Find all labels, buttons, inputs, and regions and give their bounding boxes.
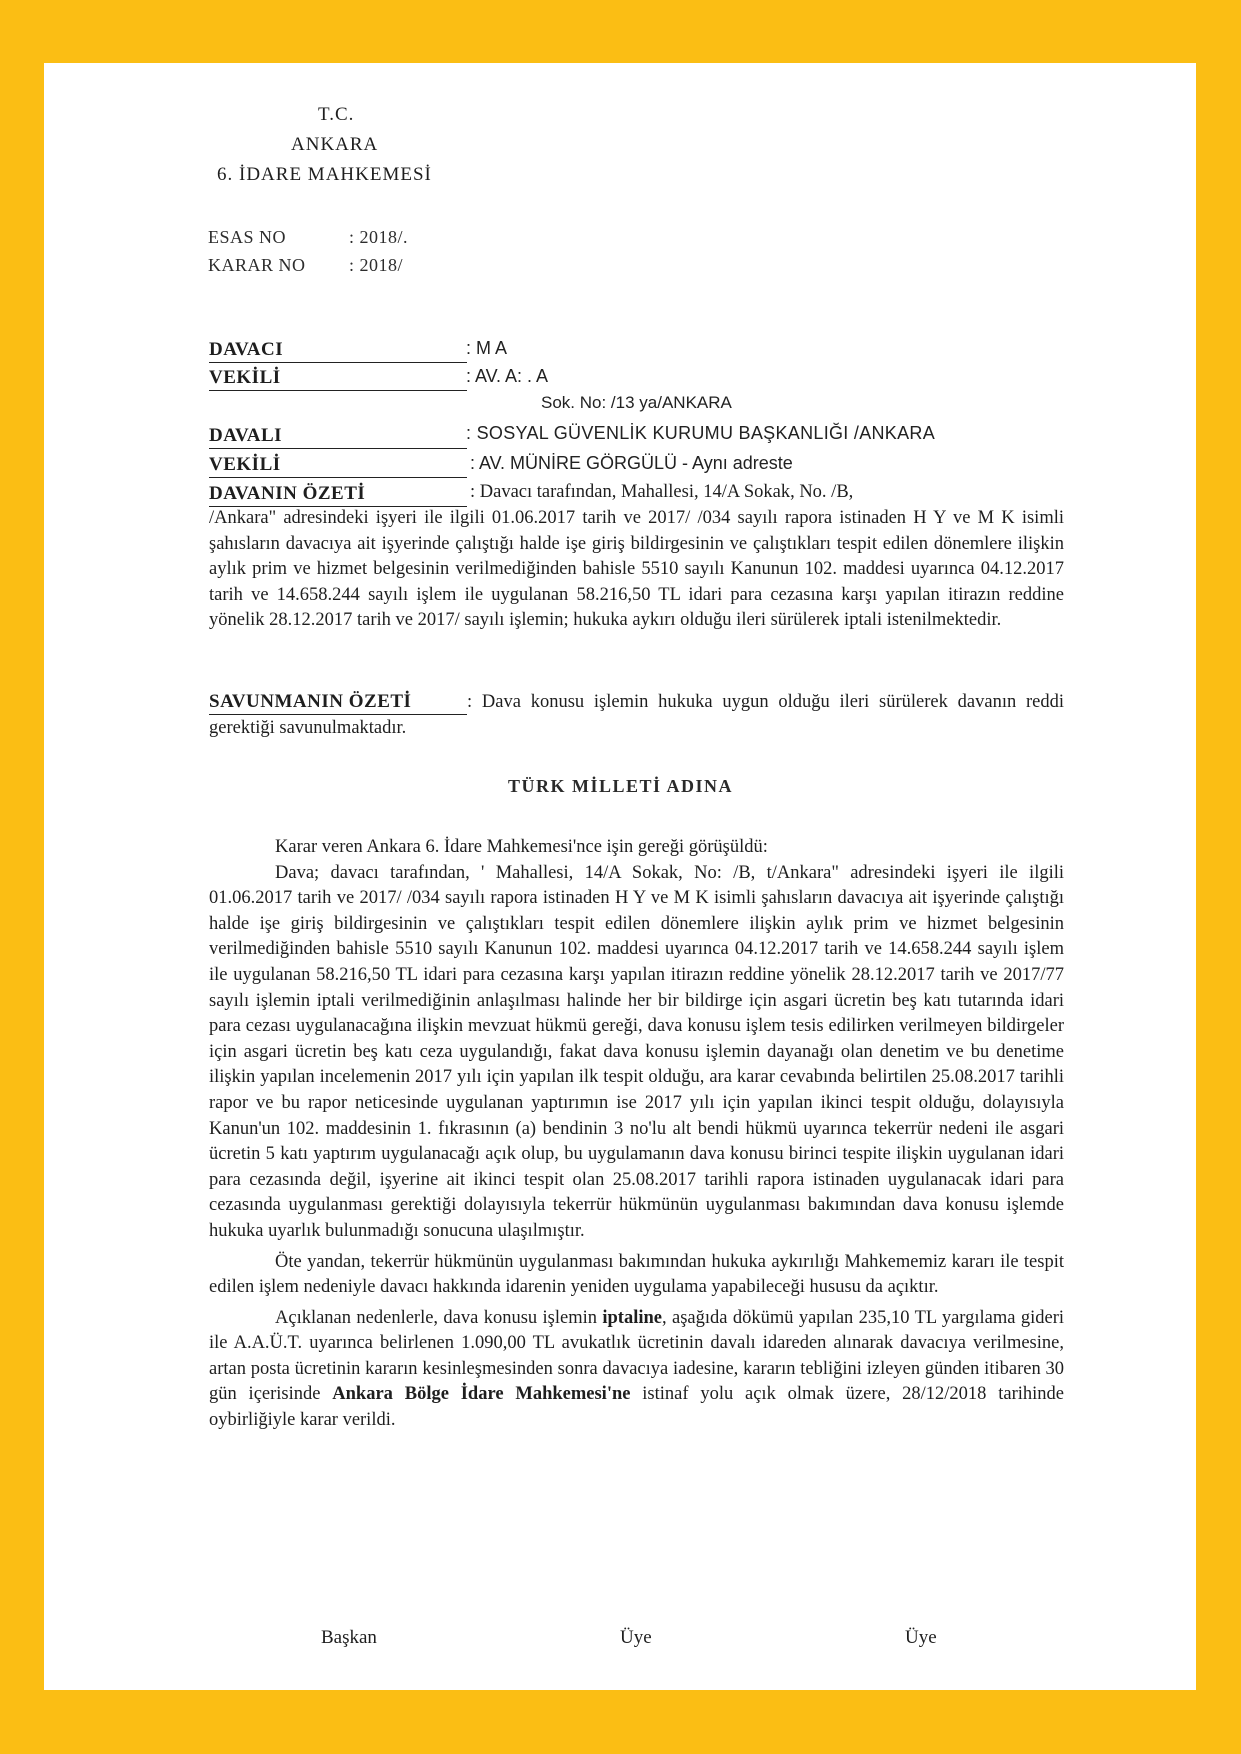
signature-uye-1: Üye (620, 1627, 652, 1648)
decision-p4-a: Açıklanan nedenlerle, dava konusu işlemin (275, 1307, 603, 1328)
header-tc: T.C. (318, 104, 355, 125)
summary-label: DAVANIN ÖZETİ (209, 483, 366, 504)
decision-paragraph-1: Karar veren Ankara 6. İdare Mahkemesi'nce işin gereği görüşüldü: (275, 837, 768, 857)
decision-p4-e: istinaf yolu açık olmak üzere, 28/12/2018 tarihinde oybirliğiyle karar verildi. (209, 1384, 1064, 1431)
vekili-label-2: VEKİLİ (209, 454, 281, 475)
vekili-address-1: Sok. No: /13 ya/ANKARA (541, 393, 732, 412)
esas-label: ESAS NO (208, 227, 287, 247)
vekili-label-1: VEKİLİ (209, 367, 281, 388)
davali-label: DAVALI (209, 425, 283, 446)
decision-p4-court: Ankara Bölge İdare Mahkemesi'ne (332, 1384, 631, 1405)
karar-label: KARAR NO (208, 255, 306, 275)
vekili-underline-1 (209, 390, 467, 391)
defense-label: SAVUNMANIN ÖZETİ (209, 691, 412, 712)
decision-body (209, 835, 1064, 1434)
summary-body: /Ankara" adresindeki işyeri ile ilgili 01.06.2017 tarih ve 2017/ /034 sayılı rapora istinaden H Y ve M K isimli şahısların davacıya ait işyerinde çalıştığı halde işe giriş bildirgesinin ve çalıştıkları tespit edilen dönemlere ilişkin aylık prim ve hizmet belgesinin verilmediğinden bahisle 5510 sayılı Kanunun 102. maddesi uyarınca 04.12.2017 tarih ve 14.658.244 sayılı işlem ile uygulanan 58.216,50 TL idari para cezasına karşı yapılan itirazın reddine yönelik 28.12.2017 tarih ve 2017/ sayılı işlemin; hukuka aykırı olduğu ileri sürülerek iptali istenilmektedir. (209, 508, 1064, 631)
vekili-value-2: : AV. MÜNİRE GÖRGÜLÜ - Aynı adreste (470, 453, 793, 473)
defense-text: : Dava konusu işlemin hukuka uygun olduğu ileri sürülerek davanın reddi gerektiği savunulmaktadır. (209, 692, 1064, 738)
summary-text (209, 506, 1064, 634)
decision-paragraph-4 (209, 1306, 1064, 1434)
karar-value: : 2018/ (349, 255, 404, 275)
davaci-value: : M A (466, 338, 508, 358)
document-title: TÜRK MİLLETİ ADINA (507, 776, 734, 796)
decision-paragraph-3: Öte yandan, tekerrür hükmünün uygulanması bakımından hukuka aykırılığı Mahkememiz kararı ile tespit edilen işlem nedeniyle davacı hakkında idarenin yeniden uygulama yapabileceği hususu da açıktır. (209, 1251, 1064, 1298)
header-court: 6. İDARE MAHKEMESİ (217, 164, 432, 185)
davaci-underline (209, 362, 467, 363)
davali-underline (209, 448, 467, 449)
signature-baskan: Başkan (321, 1627, 377, 1648)
davaci-label: DAVACI (209, 339, 284, 360)
vekili-underline-2 (209, 477, 467, 478)
davali-value: : SOSYAL GÜVENLİK KURUMU BAŞKANLIĞI /ANKARA (466, 423, 936, 443)
decision-paragraph-2: Dava; davacı tarafından, ' Mahallesi, 14/A Sokak, No: /B, t/Ankara" adresindeki işyeri ile ilgili 01.06.2017 tarih ve 2017/ /034 sayılı rapora istinaden H Y ve M K isimli şahısların davacıya ait işyerinde çalıştığı halde işe giriş bildirgesinin ve çalıştıkları tespit edilen dönemlere ilişkin aylık prim ve hizmet belgesinin verilmediğinden bahisle 5510 sayılı Kanunun 102. maddesi uyarınca 04.12.2017 tarih ve 14.658.244 sayılı işlem ile uygulanan 58.216,50 TL idari para cezasına karşı yapılan itirazın reddine yönelik 28.12.2017 tarih ve 2017/77 sayılı işlemin iptali verilmediğinin anlaşılması halinde her bir bildirge için asgari ücretin beş katı tutarında idari para cezası uygulanacağına ilişkin mevzuat hükmü gereği, dava konusu işlem tesis edilirken verilmeyen bildirgeler için asgari ücretin beş katı ceza uygulandığı, fakat dava konusu işlemin dayanağı olan denetim ve bu denetime ilişkin yapılan incelemenin 2017 yılı için yapılan ilk tespit olduğu, ara karar cevabında belirtilen 25.08.2017 tarihli rapor ve bu rapor neticesinde uygulanan yaptırımın ise 2017 yılı için yapılan ikinci tespit olduğu, dolayısıyla Kanun'un 102. maddesinin 1. fıkrasının (a) bendinin 3 no'lu alt bendi hükmü uyarınca tekerrür nedeni ile asgari ücretin 5 katı yaptırım uygulanacağı açık olup, bu uygulamanın dava konusu birinci tespite ilişkin uygulanan idari para cezasında değil, işyerine ait ikinci tespit olan 25.08.2017 tarihli rapora istinaden uygulanacak idari para cezasında uygulanması gerektiği dolayısıyla tekerrür hükmünün uygulanması bakımından dava konusu işlemde hukuka uyarlık bulunmadığı sonucuna ulaşılmıştır. (209, 862, 1064, 1241)
vekili-value-1: : AV. A: . A (466, 366, 549, 386)
decision-p4-iptal: iptaline (602, 1307, 662, 1328)
summary-first-line: : Davacı tarafından, Mahallesi, 14/A Sokak, No. /B, (470, 482, 854, 502)
esas-value: : 2018/. (349, 227, 409, 247)
decision-p4-c: , aşağıda dökümü yapılan 235,10 TL yargılama gideri ile A.A.Ü.T. uyarınca belirlenen 1.090,00 TL avukatlık ücretinin davalı idareden alınarak davacıya verilmesine, artan posta ücretinin kararın kesinleşmesinden sonra davacıya iadesine, kararın tebliğini izleyen günden itibaren 30 gün içerisinde (209, 1307, 1064, 1405)
signature-uye-2: Üye (905, 1627, 937, 1648)
header-city: ANKARA (291, 134, 379, 155)
